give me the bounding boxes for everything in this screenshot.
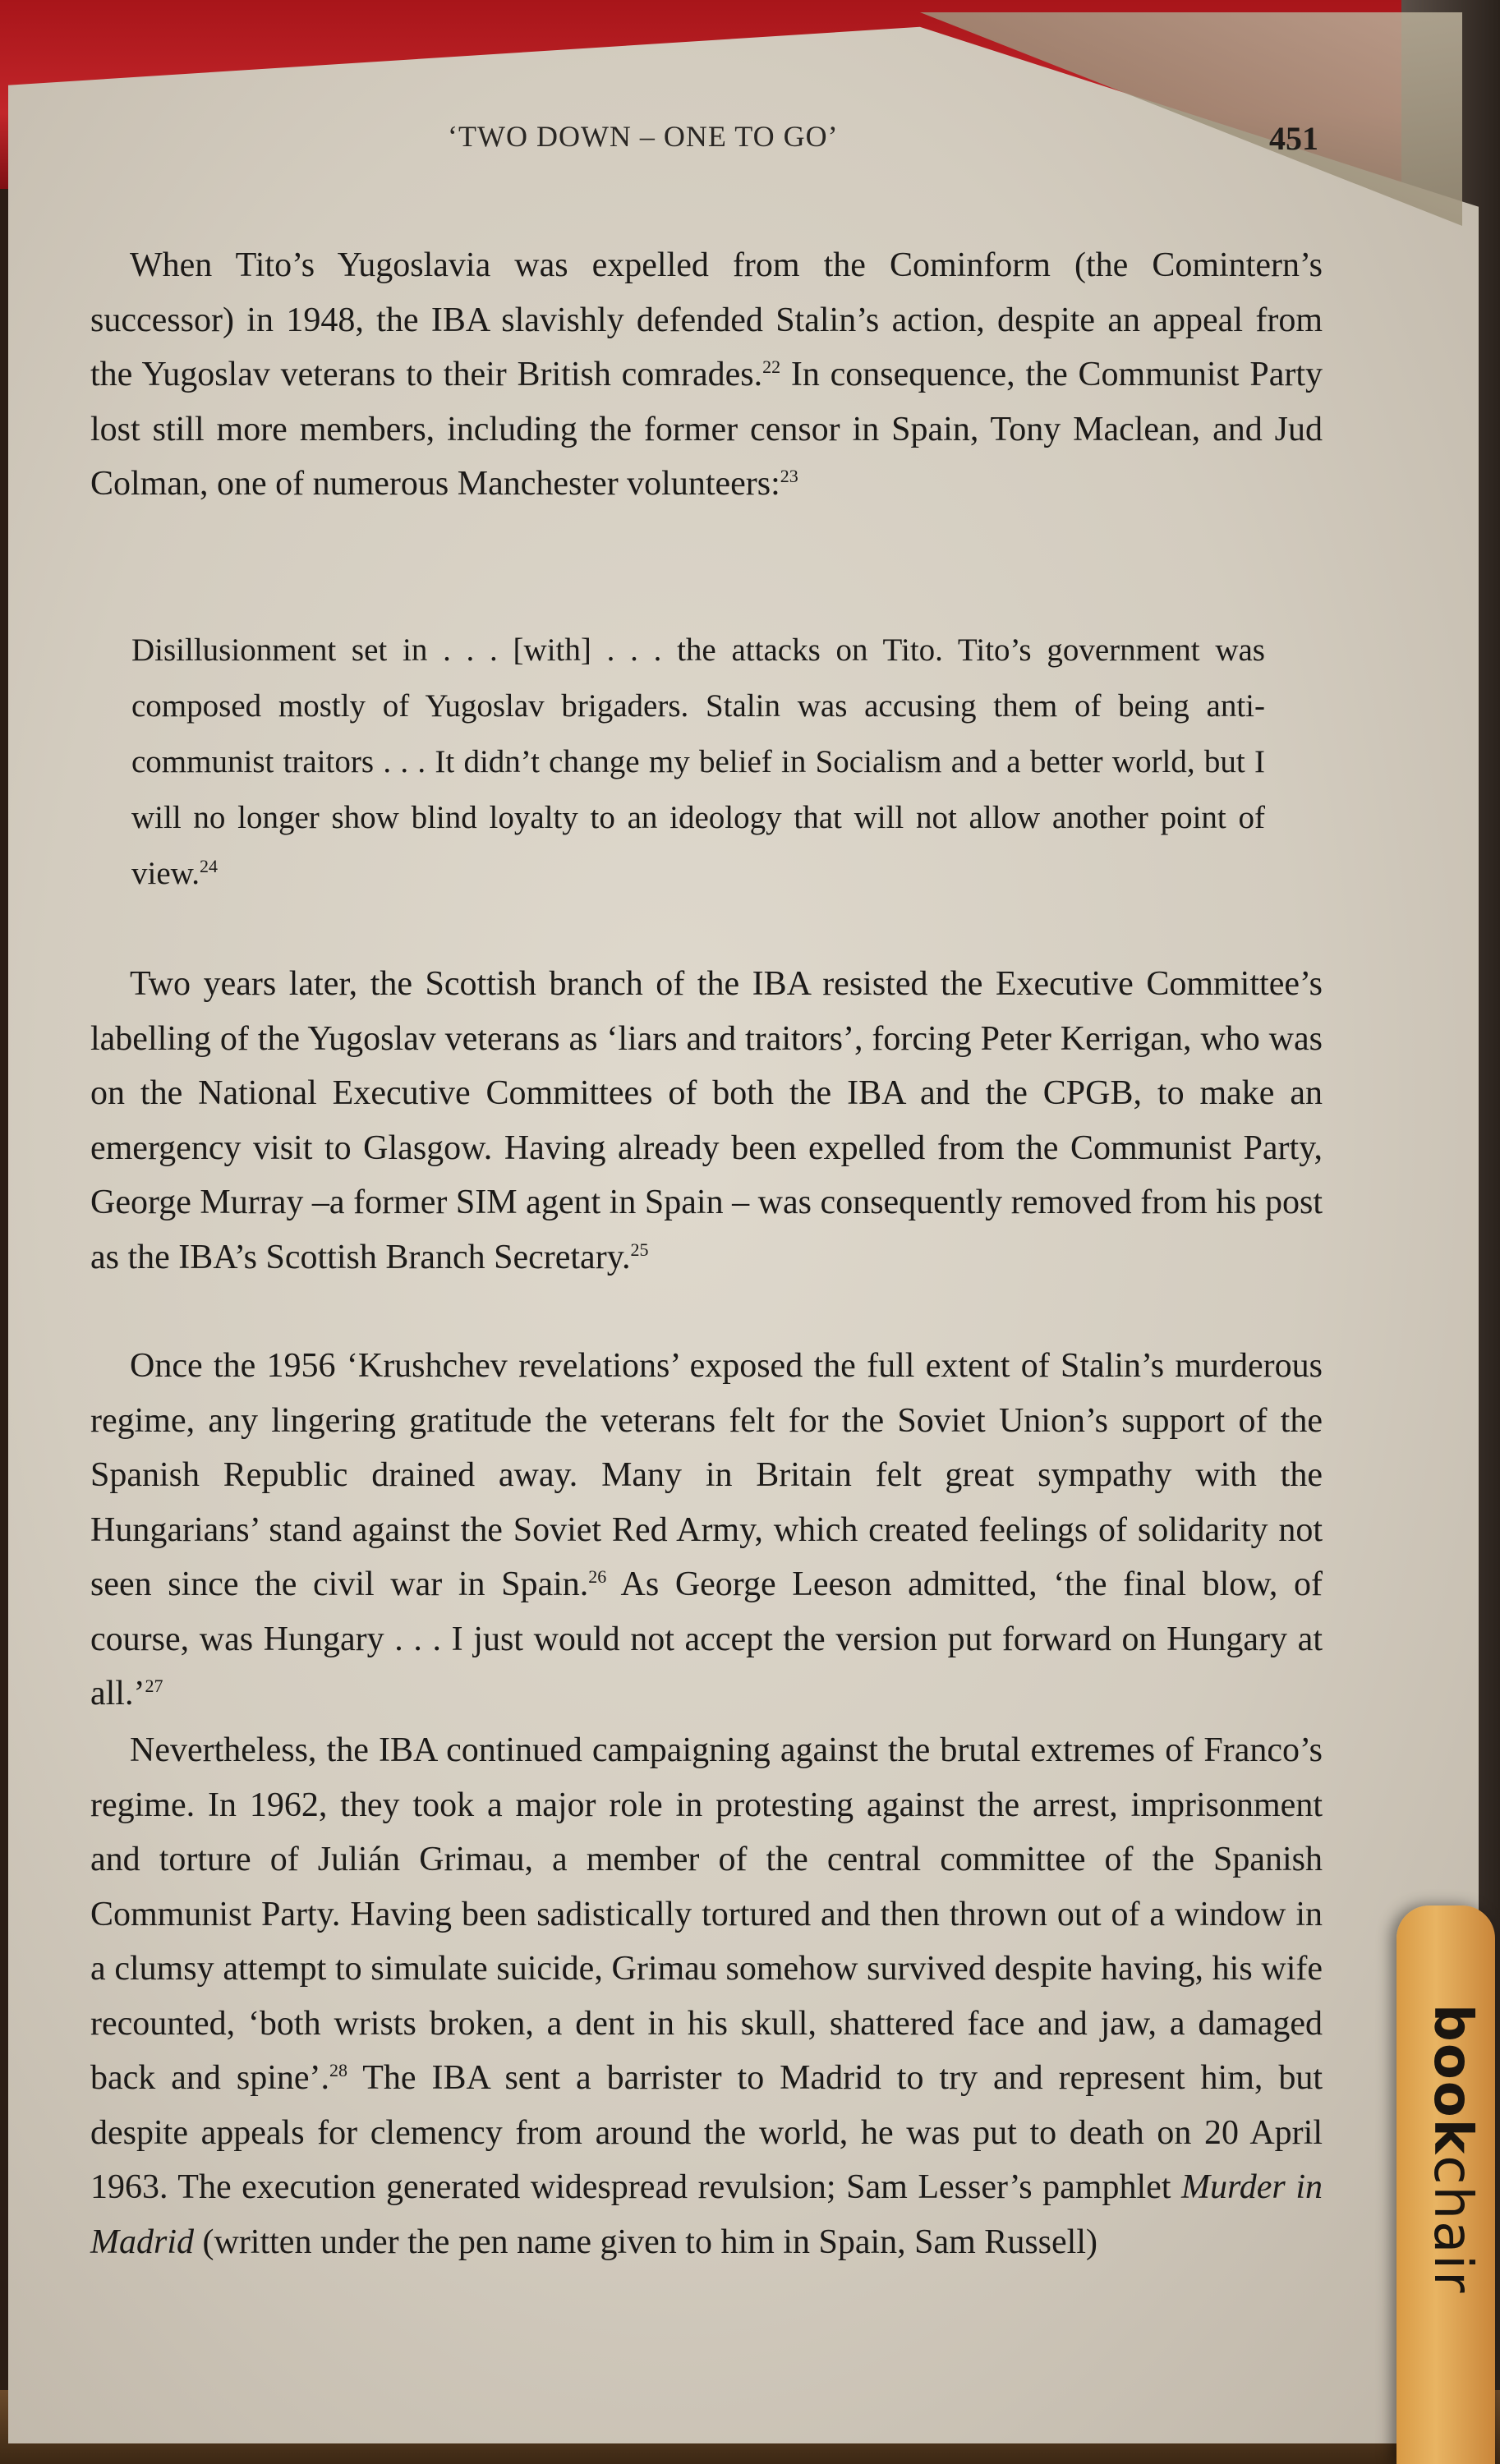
paragraph-3-text-b: As George Leeson admitted, ‘the final blow, of course, was Hungary . . . I just would not accept the version put forward on Hungary at all.’ — [90, 1565, 1323, 1712]
paragraph-3-text-a: Once the 1956 ‘Krushchev revelations’ exposed the full extent of Stalin’s murderous regime, any lingering gratitude the veterans felt for the Soviet Union’s support of the Spanish Republic drained away. Many in Britain felt great sympathy with the Hungarians’ stand against the Soviet Red Army, which created feelings of solidarity not seen since the civil war in Spain. — [90, 1347, 1323, 1603]
footnote-24: 24 — [200, 856, 219, 876]
paragraph-4-text-b: The IBA sent a barrister to Madrid to try and represent him, but despite appeals for clemency from around the world, he was put to death on 20 April 1963. The execution generated widespread revulsion; Sam Lesser’s pamphlet — [90, 2059, 1323, 2206]
block-quote — [131, 623, 1265, 902]
running-head: ‘TWO DOWN – ONE TO GO’ — [448, 120, 839, 153]
paragraph-1-text-b: In consequence, the Communist Party lost still more members, including the former censor in Spain, Tony Maclean, and Jud Colman, one of numerous Manchester volunteers: — [90, 356, 1323, 503]
bookmark-logo-light: chair — [1422, 2155, 1483, 2295]
bookmark-logo-bold: book — [1422, 2004, 1483, 2156]
block-quote-text: Disillusionment set in . . . [with] . . . the attacks on Tito. Tito’s government was composed mostly of Yugoslav brigaders. Stalin was accusing them of being anti-communist traitors . . . It didn’t change my belief in Socialism and a better world, but I will no longer show blind loyalty to an ideology that will not allow another point of view. — [131, 632, 1265, 891]
paragraph-3 — [90, 1339, 1323, 1722]
paragraph-4 — [90, 1723, 1323, 2269]
paragraph-1-text-a: When Tito’s Yugoslavia was expelled from the Cominform (the Comintern’s successor) in 1948, the IBA slavishly defended Stalin’s action, despite an appeal from the Yugoslav veterans to their British comrades. — [90, 246, 1323, 393]
paragraph-1 — [90, 238, 1323, 512]
paragraph-4-text-a: Nevertheless, the IBA continued campaigning against the brutal extremes of Franco’s regime. In 1962, they took a major role in protesting against the arrest, imprisonment and torture of Julián Grimau, a member of the central committee of the Spanish Communist Party. Having been sadistically tortured and then thrown out of a window in a clumsy attempt to simulate suicide, Grimau somehow survived despite having, his wife recounted, ‘both wrists broken, a dent in his skull, shattered face and jaw, a damaged back and spine’. — [90, 1731, 1323, 2097]
footnote-27: 27 — [145, 1676, 163, 1696]
footnote-22: 22 — [762, 356, 781, 377]
page-number: 451 — [1269, 120, 1318, 157]
footnote-28: 28 — [329, 2060, 347, 2080]
footnote-25: 25 — [630, 1239, 649, 1260]
paragraph-4-text-c: (written under the pen name given to him in Spain, Sam Russell) — [194, 2223, 1097, 2261]
paragraph-2-text: Two years later, the Scottish branch of the IBA resisted the Executive Committee’s labelling of the Yugoslav veterans as ‘liars and traitors’, forcing Peter Kerrigan, who was on the National Executive Committees of both the IBA and the CPGB, to make an emergency visit to Glasgow. Having already been expelled from the Communist Party, George Murray –a former SIM agent in Spain – was consequently removed from his post as the IBA’s Scottish Branch Secretary. — [90, 965, 1323, 1276]
footnote-26: 26 — [588, 1566, 607, 1587]
paragraph-2 — [90, 957, 1323, 1285]
bookmark-logo — [1417, 2004, 1483, 2431]
pamphlet-title: Murder in Madrid — [90, 2168, 1323, 2261]
footnote-23: 23 — [780, 466, 798, 486]
